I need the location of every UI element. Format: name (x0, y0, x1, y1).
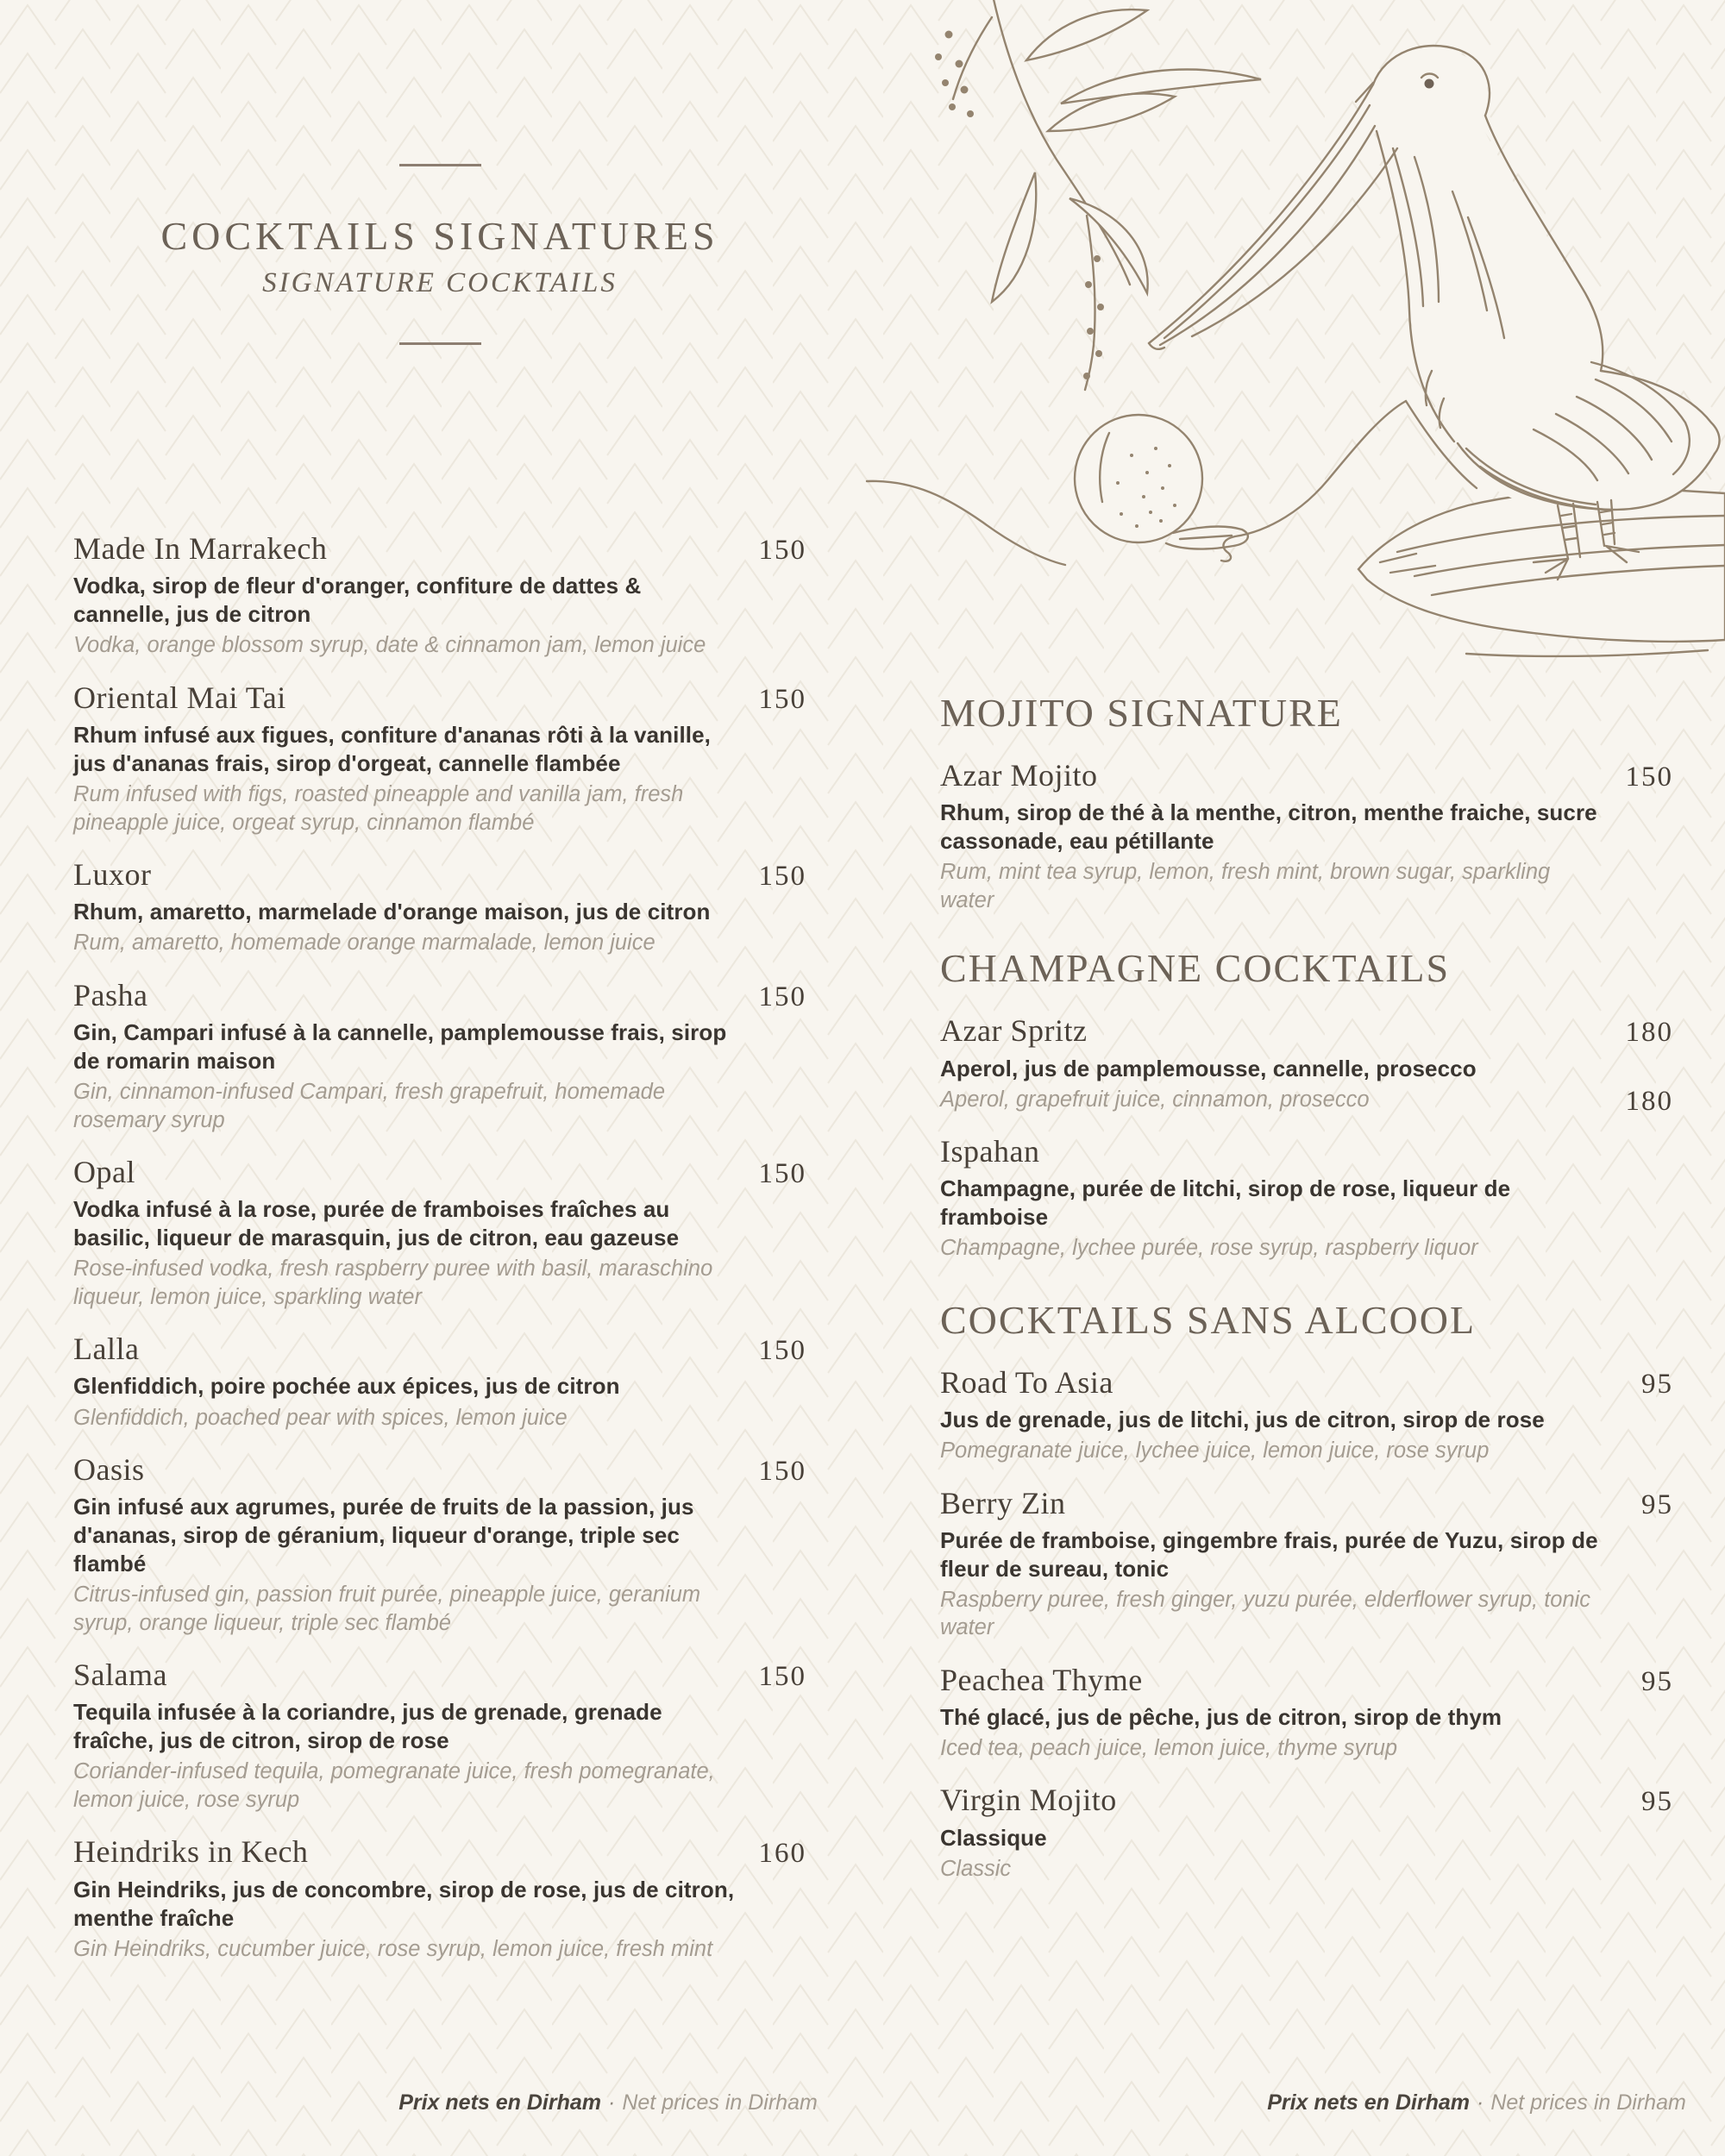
menu-item (940, 1013, 1673, 1113)
decorative-rule (399, 342, 481, 345)
item-desc-fr: Gin infusé aux agrumes, purée de fruits de la passion, jus d'ananas, sirop de géranium, liqueur d'orange, triple sec flambé (73, 1494, 694, 1577)
page-subtitle: SIGNATURE COCKTAILS (262, 267, 618, 298)
page-title: COCKTAILS SIGNATURES (160, 214, 719, 258)
item-desc-en: Vodka, orange blossom syrup, date & cinnamon jam, lemon juice (73, 633, 706, 658)
menu-item (940, 1663, 1673, 1763)
menu-item (73, 1452, 806, 1637)
item-desc-en: Citrus-infused gin, passion fruit purée, pineapple juice, geranium syrup, orange liqueur, triple sec flambé (73, 1583, 701, 1635)
footer-separator: · (608, 2090, 616, 2115)
item-price: 95 (1641, 1665, 1673, 1697)
driftwood-log (1358, 488, 1725, 642)
item-name: Virgin Mojito (940, 1783, 1117, 1818)
left-column (73, 531, 806, 1984)
pelican (1149, 46, 1720, 580)
item-price: 150 (758, 860, 806, 892)
item-price: 150 (758, 1157, 806, 1189)
item-price: 95 (1641, 1368, 1673, 1400)
item-desc-en: Raspberry puree, fresh ginger, yuzu purée, elderflower syrup, tonic water (940, 1587, 1591, 1640)
branch-illustration (935, 0, 1261, 390)
footer-text-fr: Prix nets en Dirham (398, 2090, 602, 2115)
menu-item (73, 1658, 806, 1814)
item-desc-en: Pomegranate juice, lychee juice, lemon juice, rose syrup (940, 1438, 1490, 1463)
item-name: Salama (73, 1658, 167, 1693)
item-desc-fr: Thé glacé, jus de pêche, jus de citron, sirop de thym (940, 1704, 1502, 1731)
item-name: Heindriks in Kech (73, 1834, 309, 1870)
menu-item (73, 857, 806, 957)
section-title: COCKTAILS SANS ALCOOL (940, 1297, 1477, 1342)
item-name: Lalla (73, 1332, 140, 1367)
item-name: Opal (73, 1154, 135, 1189)
menu-item (73, 1834, 806, 1963)
item-price: 150 (758, 1661, 806, 1693)
footer-note-right (1110, 2090, 1725, 2115)
item-price: 150 (758, 683, 806, 715)
item-desc-en: Gin, cinnamon-infused Campari, fresh grapefruit, homemade rosemary syrup (73, 1080, 665, 1132)
item-desc-fr: Vodka, sirop de fleur d'oranger, confiture de dattes & cannelle, jus de citron (73, 573, 642, 628)
item-desc-fr: Gin Heindriks, jus de concombre, sirop de rose, jus de citron, menthe fraîche (73, 1876, 735, 1931)
menu-item (73, 1332, 806, 1432)
item-price: 95 (1641, 1489, 1673, 1520)
item-desc-fr: Purée de framboise, gingembre frais, purée de Yuzu, sirop de fleur de sureau, tonic (940, 1526, 1598, 1582)
item-desc-en: Aperol, grapefruit juice, cinnamon, prosecco (940, 1087, 1370, 1112)
item-desc-fr: Gin, Campari infusé à la cannelle, pamplemousse frais, sirop de romarin maison (73, 1019, 727, 1075)
item-desc-en: Gin Heindriks, cucumber juice, rose syrup, lemon juice, fresh mint (73, 1936, 713, 1961)
item-price: 95 (1641, 1786, 1673, 1818)
item-price: 150 (758, 1455, 806, 1487)
menu-item (940, 1783, 1673, 1883)
menu-item (73, 680, 806, 837)
item-desc-en: Rum infused with figs, roasted pineapple and vanilla jam, fresh pineapple juice, orgeat syrup, cinnamon flambé (73, 782, 684, 835)
footer-text-fr: Prix nets en Dirham (1267, 2090, 1471, 2115)
item-desc-en: Glenfiddich, poached pear with spices, lemon juice (73, 1405, 568, 1430)
right-column (940, 690, 1673, 1914)
item-price: 150 (758, 981, 806, 1012)
item-name: Berry Zin (940, 1485, 1066, 1520)
item-desc-en: Champagne, lychee purée, rose syrup, raspberry liquor (940, 1236, 1478, 1261)
item-price: 150 (758, 1335, 806, 1367)
footer-separator: · (1477, 2090, 1484, 2115)
menu-item (940, 1365, 1673, 1465)
item-name: Oasis (73, 1451, 145, 1487)
item-desc-en: Iced tea, peach juice, lemon juice, thyme syrup (940, 1736, 1398, 1761)
item-name: Road To Asia (940, 1364, 1113, 1400)
item-desc-en: Coriander-infused tequila, pomegranate juice, fresh pomegranate, lemon juice, rose syrup (73, 1759, 715, 1812)
item-price: 150 (1625, 761, 1673, 793)
item-desc-fr: Rhum infusé aux figues, confiture d'ananas rôti à la vanille, jus d'ananas frais, sirop d'orgeat, cannelle flambée (73, 722, 711, 777)
item-desc-fr: Rhum, sirop de thé à la menthe, citron, menthe fraiche, sucre cassonade, eau pétillante (940, 799, 1597, 855)
item-name: Azar Spritz (940, 1013, 1088, 1049)
item-price: 150 (758, 535, 806, 566)
decorative-rule (399, 164, 481, 166)
menu-item (73, 978, 806, 1134)
egg-illustration (1075, 415, 1248, 549)
item-desc-en: Rose-infused vodka, fresh raspberry puree with basil, maraschino liqueur, lemon juice, sparkling water (73, 1257, 713, 1309)
section-title: MOJITO SIGNATURE (940, 691, 1343, 735)
item-desc-fr: Glenfiddich, poire pochée aux épices, jus de citron (73, 1373, 620, 1400)
menu-item (73, 1155, 806, 1311)
item-desc-fr: Tequila infusée à la coriandre, jus de grenade, grenade fraîche, jus de citron, sirop de rose (73, 1699, 662, 1754)
section-cocktails-sans-alcool (940, 1297, 1673, 1883)
item-name: Peachea Thyme (940, 1662, 1143, 1697)
section-champagne-cocktails (940, 945, 1673, 1263)
item-desc-fr: Jus de grenade, jus de litchi, jus de citron, sirop de rose (940, 1407, 1545, 1433)
item-name: Ispahan (940, 1133, 1040, 1169)
item-desc-fr: Champagne, purée de litchi, sirop de rose, liqueur de framboise (940, 1175, 1511, 1231)
item-desc-fr: Aperol, jus de pamplemousse, cannelle, prosecco (940, 1055, 1477, 1081)
item-name: Pasha (73, 977, 148, 1012)
item-name: Made In Marrakech (73, 531, 328, 566)
item-name: Oriental Mai Tai (73, 680, 286, 715)
item-price: 180 (1625, 1085, 1673, 1117)
menu-item (940, 758, 1673, 914)
item-price: 180 (1625, 1017, 1673, 1049)
footer-text-en: Net prices in Dirham (622, 2090, 818, 2115)
item-desc-fr: Rhum, amaretto, marmelade d'orange maison, jus de citron (73, 899, 711, 925)
section-title: CHAMPAGNE COCKTAILS (940, 946, 1451, 991)
item-desc-fr: Classique (940, 1824, 1047, 1851)
menu-item (73, 531, 806, 660)
item-desc-fr: Vodka infusé à la rose, purée de framboises fraîches au basilic, liqueur de marasquin, jus de citron, eau gazeuse (73, 1196, 680, 1251)
item-name: Azar Mojito (940, 758, 1098, 793)
item-desc-en: Rum, amaretto, homemade orange marmalade, lemon juice (73, 931, 656, 956)
footer-note-left (242, 2090, 975, 2115)
item-desc-en: Classic (940, 1856, 1012, 1881)
section-mojito-signature (940, 690, 1673, 914)
item-price: 160 (758, 1838, 806, 1870)
pelican-illustration (862, 0, 1725, 681)
item-name: Luxor (73, 856, 152, 892)
item-desc-en: Rum, mint tea syrup, lemon, fresh mint, brown sugar, sparkling water (940, 860, 1551, 912)
footer-text-en: Net prices in Dirham (1490, 2090, 1686, 2115)
menu-header (73, 164, 806, 345)
menu-item (940, 1486, 1673, 1642)
